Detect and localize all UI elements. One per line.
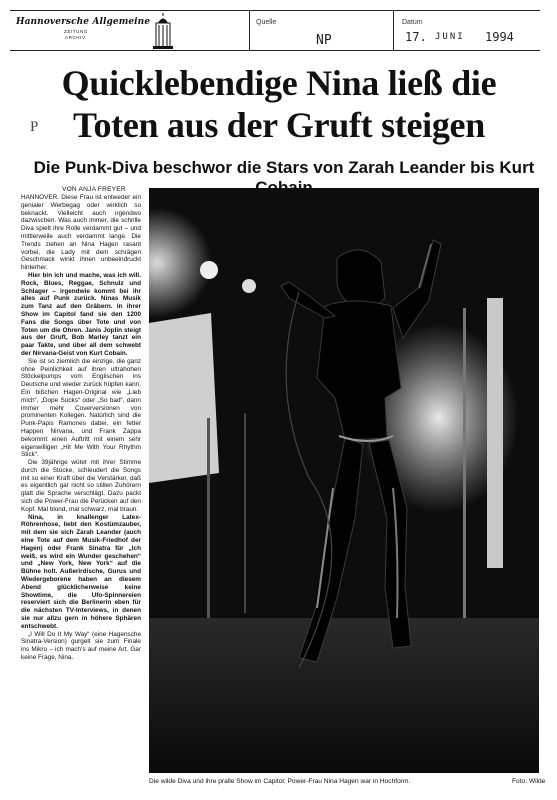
headline	[18, 62, 540, 146]
subheadline: Die Punk-Diva beschwor die Stars von Zarah Leander bis Kurt	[33, 158, 535, 177]
header-separator	[249, 10, 250, 50]
date-month: JUNI	[435, 32, 465, 42]
source-value: NP	[316, 33, 332, 48]
date-day: 17.	[405, 30, 427, 44]
article-paragraph: Die 39jährige wütet mit ihrer Stimme durch die Stücke, schleudert die Songs mit so einer Kraft über die Verstärker, daß es eigentlich gar nicht so stillen Zuhörern glatt die Sprache verschlägt. Dazu packt sich die Power-Frau die Perücken auf den Kopf. Mal blond, mal schwarz, mal braun.	[21, 459, 141, 513]
source-label: Quelle	[256, 19, 277, 26]
article-body	[21, 194, 141, 784]
newspaper-archive-label: ARCHIV	[65, 35, 86, 40]
header-top-rule	[10, 10, 540, 11]
header-bottom-rule	[10, 50, 540, 51]
article-paragraph: „I Will Do It My Way“ (eine Hagensche Sinatra-Version) gurgelt sie zum Finale ins Mikro – ich mach's auf meine Art. Gar keine Frage, Nina.	[21, 630, 141, 662]
newspaper-name: Hannoversche Allgemeine	[16, 17, 151, 27]
building-logo-icon	[149, 13, 177, 49]
headline-line-2: Toten aus der Gruft steigen	[73, 105, 485, 145]
margin-mark: P	[30, 119, 39, 135]
article-paragraph: Hier bin ich und mache, was ich will. Rock, Blues, Reggae, Schnulz und Schlager – irgendwie kommt bei ihr alles auf Punk zurück. Ninas Musik zum Tanz auf den Gräbern. In ihrer Show im Capitol fand sie den 1200 Fans die Songs über Tote und von Toten um die Ohren. Janis Joplin steigt aus der Gruft, Bob Marley tanzt ein paar Takte, und über all dem schwebt der Nirvana-Geist von Kurt Cobain.	[21, 271, 141, 357]
headline-line-1: Quicklebendige Nina ließ die	[61, 63, 497, 103]
newspaper-subtitle: ZEITUNG	[64, 29, 88, 34]
header-separator	[393, 10, 394, 50]
photo-caption: Die wilde Diva und ihre pralle Show im Capitol: Power-Frau Nina Hagen war in Hochform.	[149, 778, 411, 785]
article-paragraph: Sie ist so ziemlich die einzige, die ganz ohne Peinlichkeit auf ihren ultrahohen Stöckelpumps vom Englischen ins Deutsche und wieder zurück hüpfen kann. Ein bißchen Hagen-Original wie „Lieb mich“, „Dope Sucks“ oder „So bad“, dann immer mehr Coverversionen von prominenten Kollegen. Natürlich sind die Punk-Papis Ramones dabei, ein fetter Happen Nirvana, und Frank Zappa bekommt einen Auftritt mit einem sehr eigenwilligen „Hit Me With Your Rhythm Stick“.	[21, 357, 141, 459]
stage-photo-illustration	[149, 188, 539, 773]
article-paragraph: Nina, in knallenger Latex-Röhrenhose, liebt den Kostümzauber, mit dem sie sich Zarah Leander (auch eine Tote auf dem Musik-Friedhof der Hagen) oder Frank Sinatra für „Ich weiß, es wird ein Wunder geschehen“ und „New York, New York“ auf die Bühne holt. Außerirdische, Gurus und Wiedergeborene haben an diesem Abend glücklicherweise keine Showtime, die Ufo-Spinnereien reserviert sich die Berlinerin eben für die nächsten TV-Interviews, in denen sie nur allzu gern in höhere Sphären entschwebt.	[21, 513, 141, 630]
concert-photo	[149, 188, 539, 773]
date-label: Datum	[402, 19, 423, 26]
archive-header	[10, 10, 540, 54]
date-year: 1994	[485, 30, 514, 44]
photo-credit: Foto: Wilde	[512, 778, 546, 785]
byline: VON ANJA FREYER	[62, 186, 126, 193]
article-paragraph: HANNOVER. Diese Frau ist entweder ein genialer Werbegag oder wirklich so beknackt. Vielleicht auch irgendwo dazwischen. Was auch immer, die schrille Diva spielt ihre Rolle verdammt gut – und mittlerweile auch verdammt lange. Die Trends ziehen an Nina Hagen rasant vorbei, die Lady mit dem schrägen Geschmack winkt ihnen unbeeindruckt hinterher.	[21, 194, 141, 272]
